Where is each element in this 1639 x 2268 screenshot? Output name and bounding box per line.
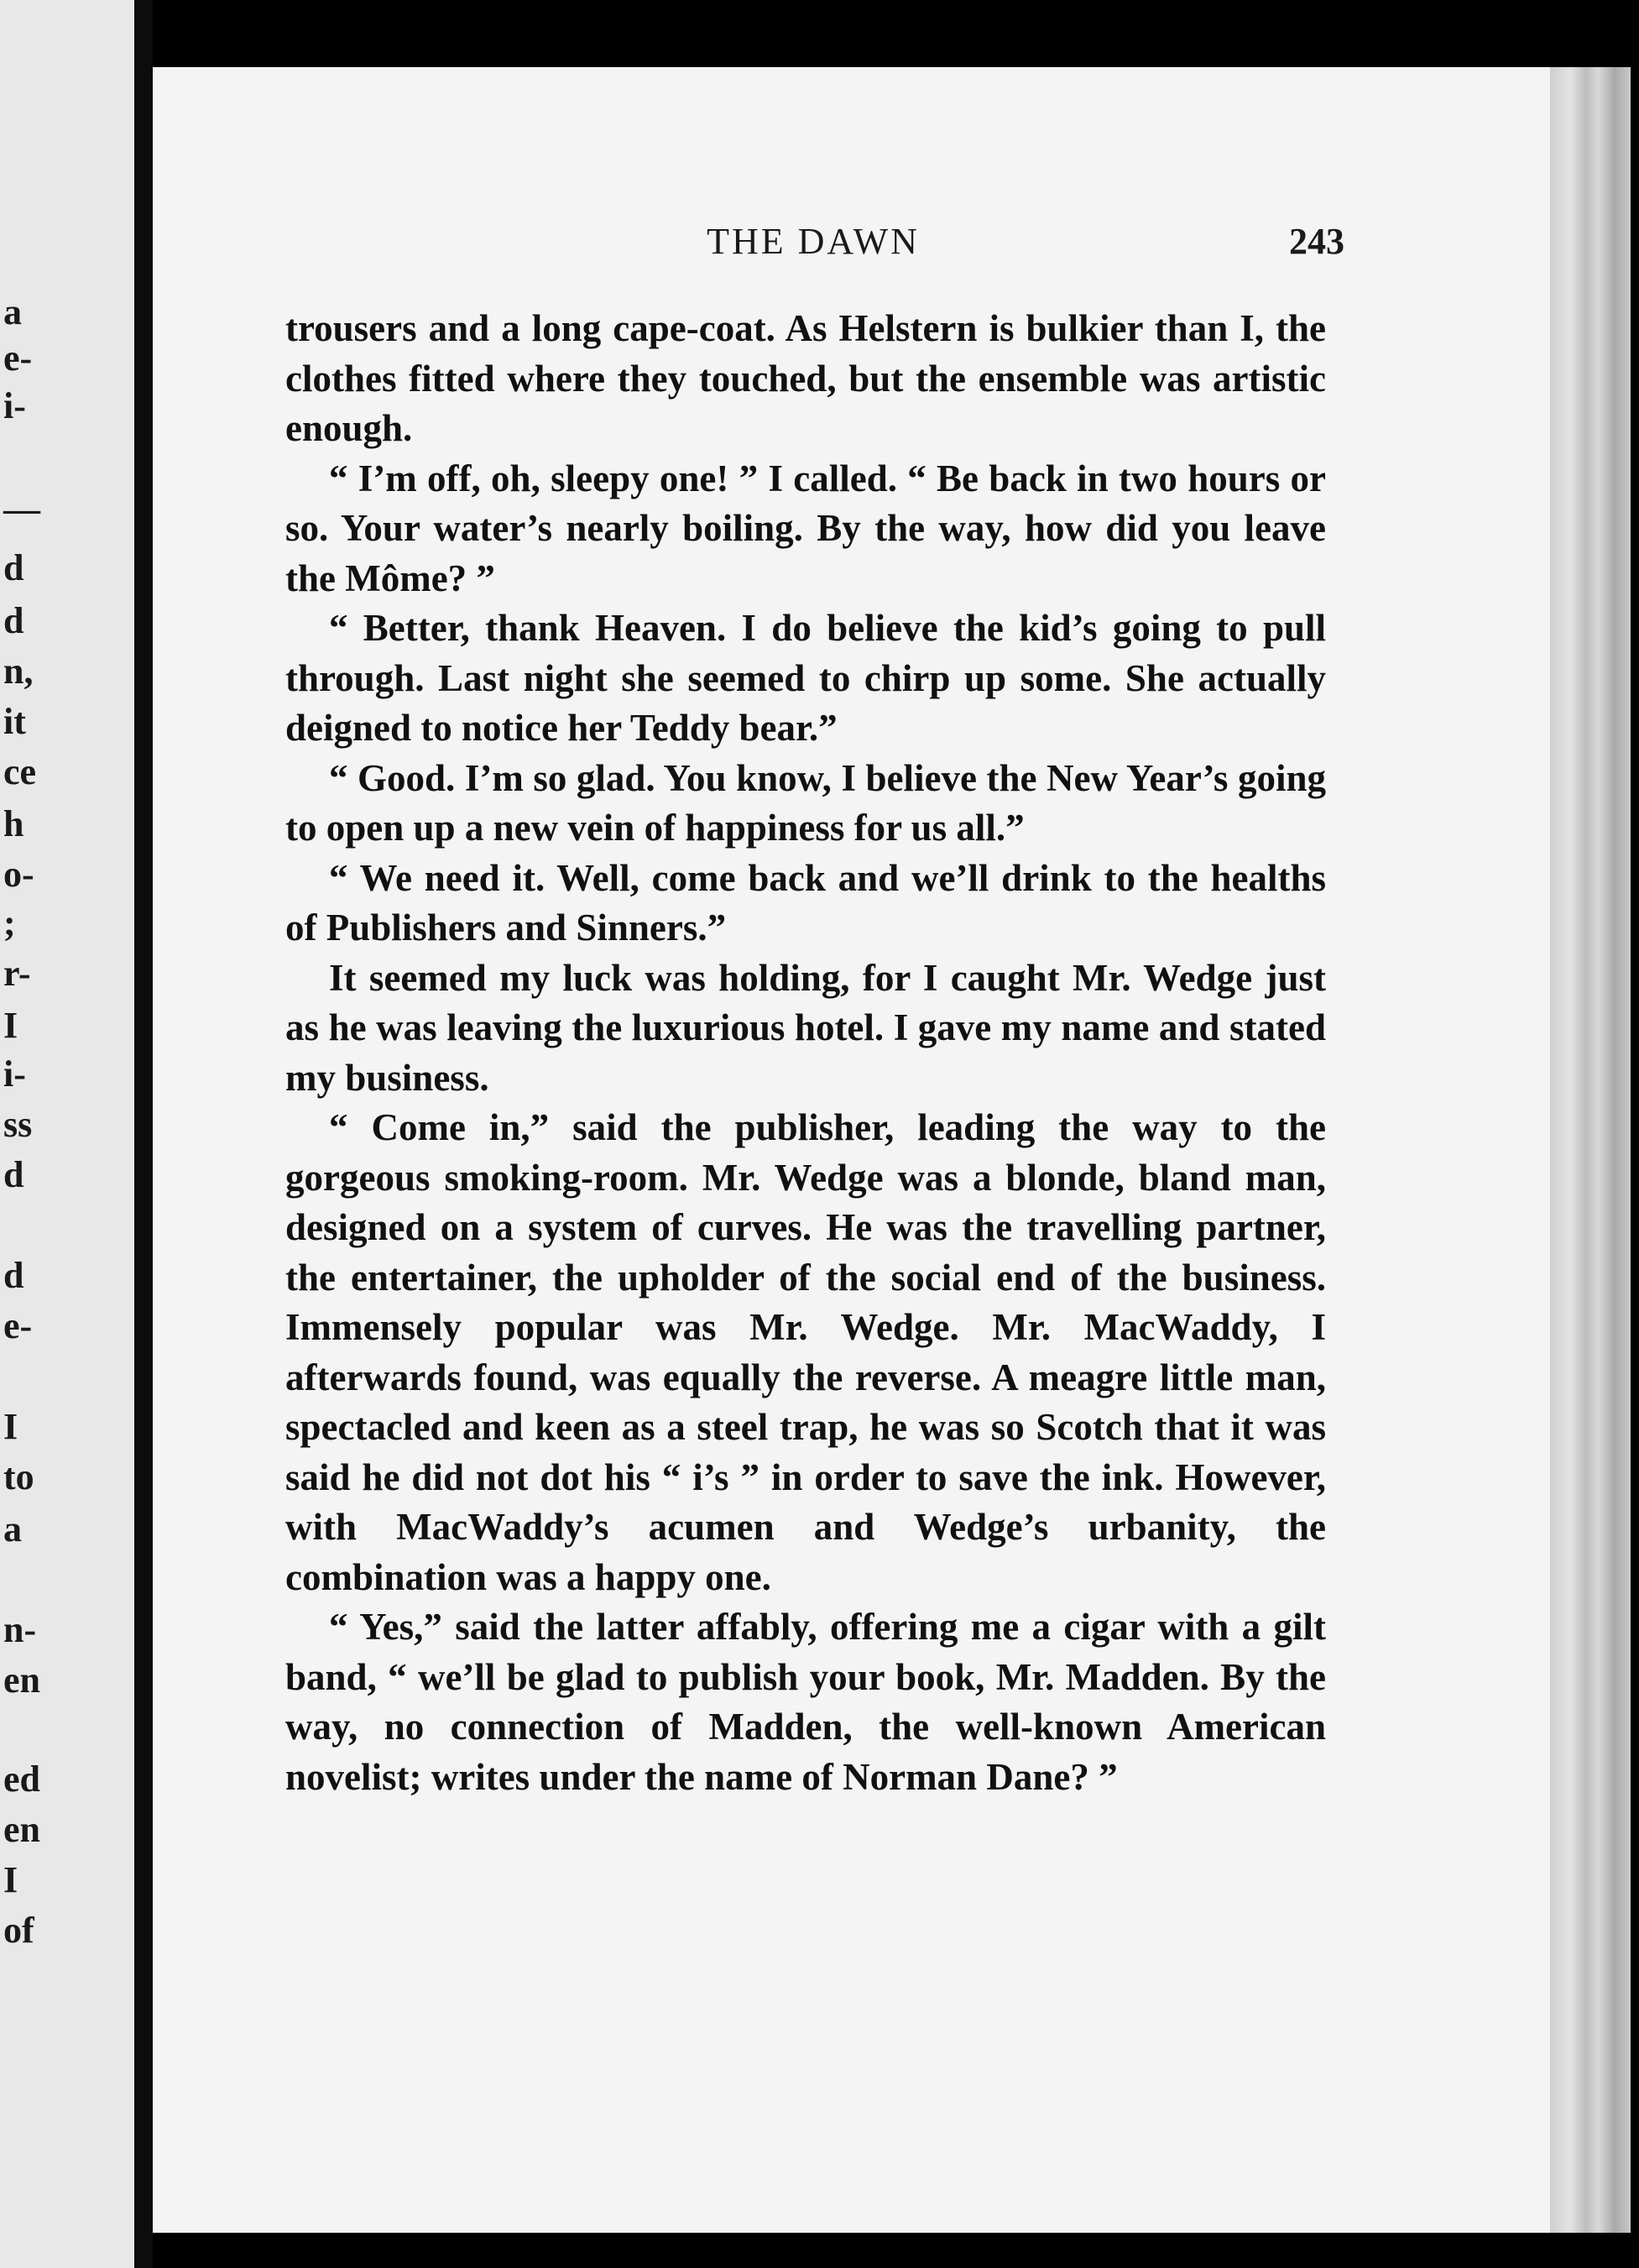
facing-page-text: ce [3,751,37,792]
facing-page-text: it [3,701,26,742]
paragraph: It seemed my luck was holding, for I caught Mr. Wedge just as he was leaving the luxurious hotel. I gave my name and stated my business. [285,956,1326,1099]
facing-page-text: i- [3,385,26,426]
facing-page-text: ; [3,902,16,943]
paragraph: “ Yes,” said the latter affably, offering me a cigar with a gilt band, “ we’ll be glad to publish your book, Mr. Madden. By the way, no connection of Madden, the well-known American novelist; writes under the name of Norman Dane? ” [285,1606,1326,1798]
facing-page-text: e- [3,337,33,379]
book-gutter [134,0,153,2268]
paragraph: “ We need it. Well, come back and we’ll drink to the healths of Publishers and Sinners.” [285,856,1326,948]
paragraph: trousers and a long cape-coat. As Helstern is bulkier than I, the clothes fitted where they touched, but the ensemble was artistic enough. [285,307,1326,449]
body-text [285,304,1326,1802]
paragraph: “ Good. I’m so glad. You know, I believe the New Year’s going to open up a new vein of happiness for us all.” [285,756,1326,849]
facing-page-text: n, [3,651,34,692]
paragraph: “ Come in,” said the publisher, leading the way to the gorgeous smoking-room. Mr. Wedge was a blonde, bland man, designed on a system of curves. He was the travelling partner, the entertainer, the upholder of the social end of the business. Immensely popular was Mr. Wedge. Mr. MacWaddy, I afterwards found, was equally the reverse. A meagre little man, spectacled and keen as a steel trap, he was so Scotch that it was said he did not dot his “ i’s ” in order to save the ink. However, with MacWaddy’s acumen and Wedge’s urbanity, the combination was a happy one. [285,1106,1326,1598]
facing-page-text: e- [3,1305,33,1346]
facing-page-text: en [3,1809,40,1850]
facing-page-text: r- [3,953,31,994]
facing-page-text: o- [3,854,34,895]
facing-page-text: en [3,1659,40,1701]
facing-page-text: ed [3,1758,40,1800]
facing-page-text: d [3,547,24,588]
facing-page-text: h [3,803,24,844]
running-title: THE DAWN [707,221,920,262]
facing-page-text: to [3,1456,34,1497]
facing-page-text: of [3,1910,34,1951]
paragraph: “ I’m off, oh, sleepy one! ” I called. “ Be back in two hours or so. Your water’s nearly boiling. By the way, how did you leave the Môme? ” [285,457,1326,599]
facing-page-text: d [3,1154,24,1195]
facing-page-text: I [3,1005,18,1046]
facing-page-text: a [3,1508,22,1549]
facing-page-text: d [3,1255,24,1296]
facing-page-text: a [3,291,22,332]
page-number: 243 [1289,221,1344,262]
facing-page-text: — [3,489,40,530]
facing-page-text: ss [3,1104,33,1145]
facing-page-text: I [3,1406,18,1447]
facing-page-text: I [3,1859,18,1900]
paragraph: “ Better, thank Heaven. I do believe the kid’s going to pull through. Last night she seemed to chirp up some. She actually deigned to notice her Teddy bear.” [285,607,1326,749]
facing-page-text: i- [3,1053,26,1095]
page-edge [1550,67,1631,2233]
facing-page-text: d [3,600,24,641]
facing-page-fragment [0,0,134,2268]
facing-page-text: n- [3,1609,37,1650]
running-head [282,220,1344,270]
